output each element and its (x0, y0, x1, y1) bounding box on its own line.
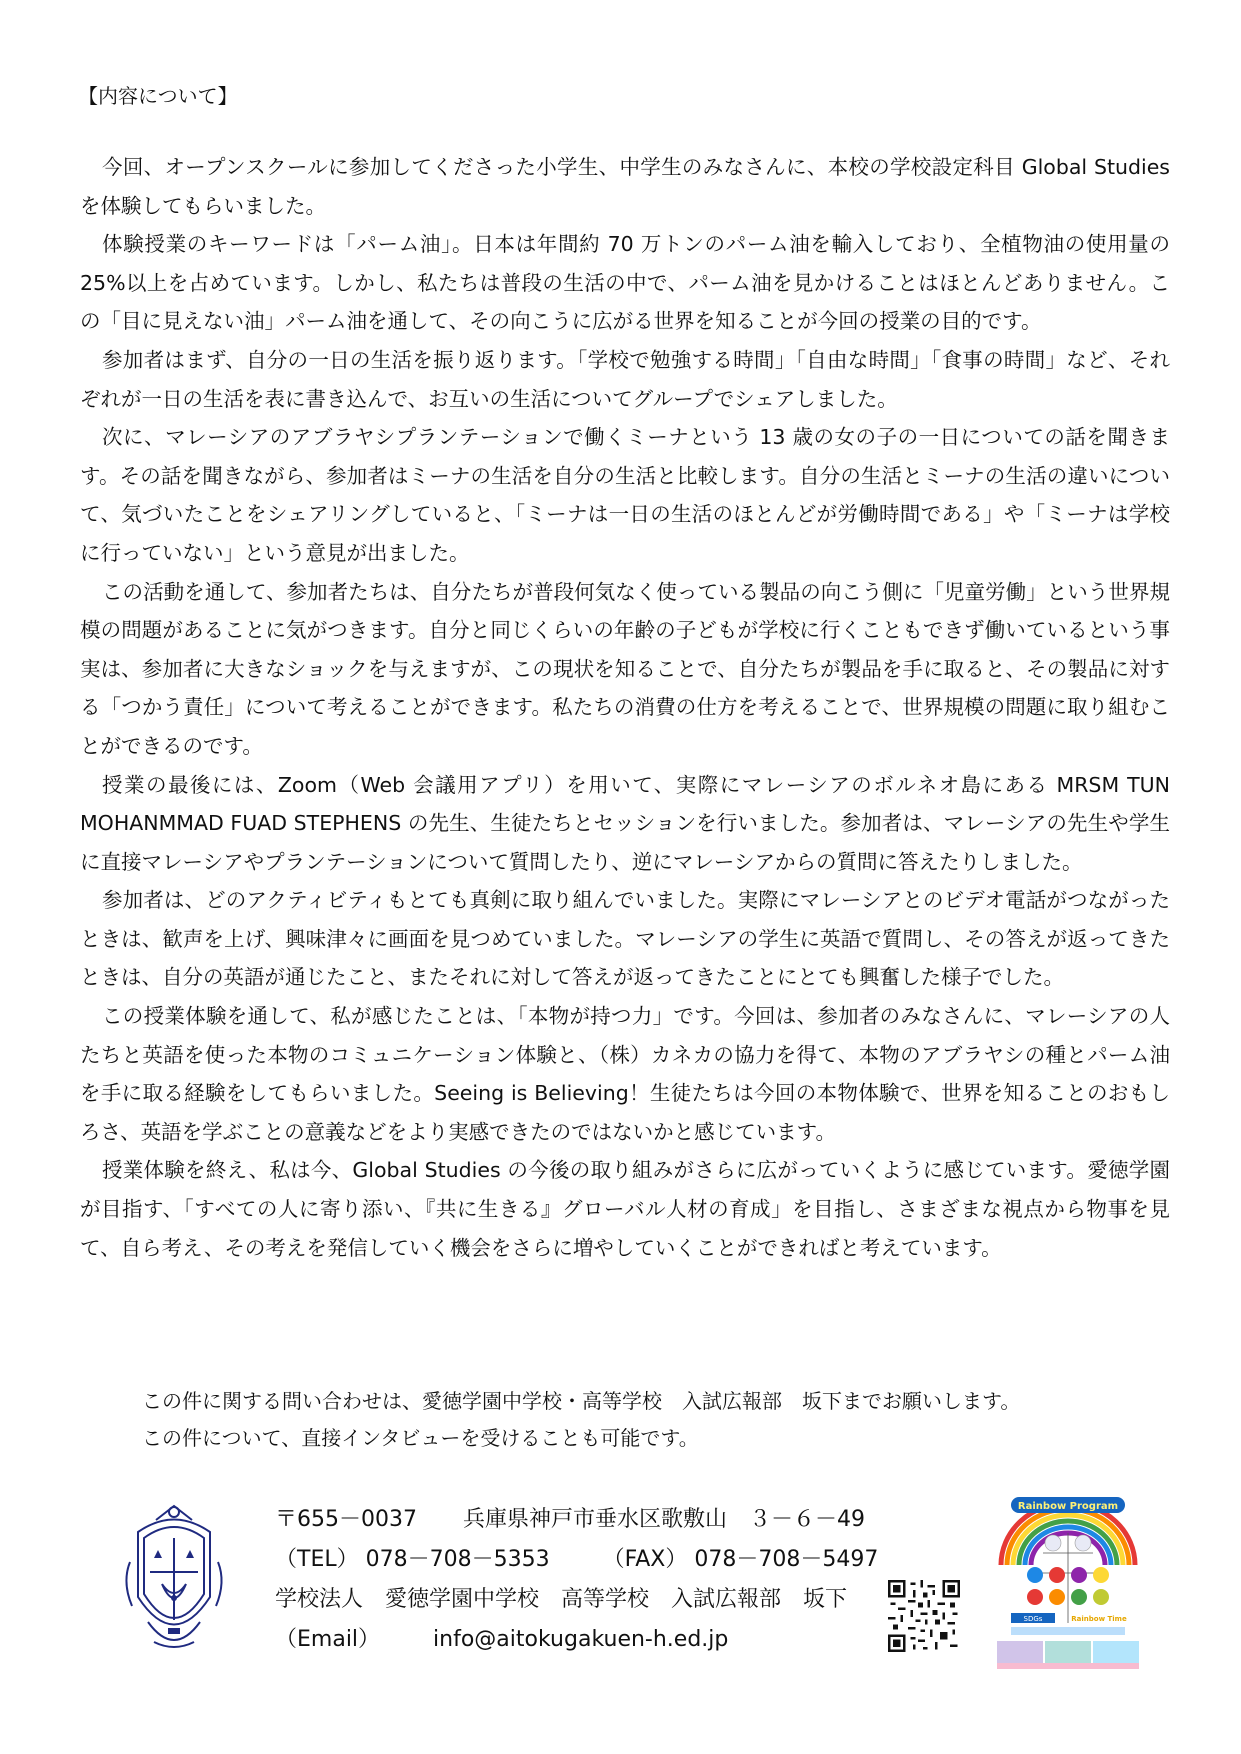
contact-note (142, 1383, 1020, 1457)
rainbow-program-logo (993, 1493, 1143, 1671)
tel-number: 078－708－5353 (365, 1547, 550, 1572)
phone-row (275, 1540, 878, 1580)
paragraph: 今回、オープンスクールに参加してくださった小学生、中学生のみなさんに、本校の学校設定科目 Global Studies を体験してもらいました。 (80, 155, 1170, 218)
fax-label: （FAX） (602, 1547, 688, 1572)
fax-number: 078－708－5497 (694, 1547, 879, 1572)
paragraph: 体験授業のキーワードは「パーム油」。日本は年間約 70 万トンのパーム油を輸入しており、全植物油の使用量の 25%以上を占めています。しかし、私たちは普段の生活の中で、パーム油を見かけることはほとんどありません。この「目に見えない油」パーム油を通して、その向こうに広がる世界を知ることが今回の授業の目的です。 (80, 232, 1170, 334)
email-label: （Email） (275, 1627, 381, 1652)
paragraph: この活動を通して、参加者たちは、自分たちが普段何気なく使っている製品の向こう側に「児童労働」という世界規模の問題があることに気がつきます。自分と同じくらいの年齢の子どもが学校に行くこともできず働いているという事実は、参加者に大きなショックを与えますが、この現状を知ることで、自分たちが製品を手に取ると、その製品に対する「つかう責任」について考えることができます。私たちの消費の仕方を考えることで、世界規模の問題に取り組むことができるのです。 (80, 579, 1170, 758)
contact-note-line: この件について、直接インタビューを受けることも可能です。 (142, 1426, 699, 1450)
rainbow-time: Rainbow Time (1071, 1615, 1127, 1623)
postal-code: 〒655－0037 (275, 1507, 417, 1532)
email-address[interactable]: info@aitokugakuen-h.ed.jp (433, 1627, 729, 1652)
address-row (275, 1500, 878, 1540)
qr-code[interactable] (888, 1580, 960, 1652)
paragraph: 参加者はまず、自分の一日の生活を振り返ります。「学校で勉強する時間」「自由な時間」「食事の時間」など、それぞれが一日の生活を表に書き込んで、お互いの生活についてグループでシェアしました。 (80, 347, 1170, 411)
rainbow-title: Rainbow Program (1017, 1501, 1119, 1512)
section-heading: 【内容について】 (78, 84, 238, 108)
paragraph: 授業の最後には、Zoom（Web 会議用アプリ）を用いて、実際にマレーシアのボルネオ島にある MRSM TUN MOHANMMAD FUAD STEPHENS の先生、生徒たちとセッションを行いました。参加者は、マレーシアの先生や学生に直接マレーシアやプランテーションについて質問したり、逆にマレーシアからの質問に答えたりしました。 (80, 772, 1170, 874)
address: 兵庫県神戸市垂水区歌敷山 ３－６－49 (462, 1507, 865, 1532)
school-seal-logo (118, 1502, 230, 1662)
paragraph: この授業体験を通して、私が感じたことは、「本物が持つ力」です。今回は、参加者のみなさんに、マレーシアの人たちと英語を使った本物のコミュニケーション体験と、（株）カネカの協力を得て、本物のアブラヤシの種とパーム油を手に取る経験をしてもらいました。Seeing is Believing！生徒たちは今回の本物体験で、世界を知ることのおもしろさ、英語を学ぶことの意義などをより実感できたのではないかと感じています。 (80, 1004, 1170, 1144)
contact-footer (275, 1500, 878, 1660)
school-row: 学校法人 愛徳学園中学校 高等学校 入試広報部 坂下 (275, 1587, 848, 1612)
paragraph: 授業体験を終え、私は今、Global Studies の今後の取り組みがさらに広がっていくように感じています。愛徳学園が目指す、「すべての人に寄り添い、『共に生きる』グローバル人材の育成」を目指し、さまざまな視点から物事を見て、自ら考え、その考えを発信していく機会をさらに増やしていくことができればと考えています。 (80, 1158, 1170, 1260)
paragraph: 参加者は、どのアクティビティもとても真剣に取り組んでいました。実際にマレーシアとのビデオ電話がつながったときは、歓声を上げ、興味津々に画面を見つめていました。マレーシアの学生に英語で質問し、その答えが返ってきたときは、自分の英語が通じたこと、またそれに対して答えが返ってきたことにとても興奮した様子でした。 (80, 888, 1170, 990)
tel-label: （TEL） (275, 1547, 359, 1572)
paragraph: 次に、マレーシアのアブラヤシプランテーションで働くミーナという 13 歳の女の子の一日についての話を聞きます。その話を聞きながら、参加者はミーナの生活を自分の生活と比較します。自分の生活とミーナの生活の違いについて、気づいたことをシェアリングしていると、「ミーナは一日の生活のほとんどが労働時間である」や「ミーナは学校に行っていない」という意見が出ました。 (80, 425, 1170, 565)
rainbow-sdgs: SDGs (1023, 1615, 1043, 1623)
email-row (275, 1620, 878, 1660)
contact-note-line: この件に関する問い合わせは、愛徳学園中学校・高等学校 入試広報部 坂下までお願いします。 (142, 1389, 1021, 1413)
body-text (80, 148, 1170, 1267)
